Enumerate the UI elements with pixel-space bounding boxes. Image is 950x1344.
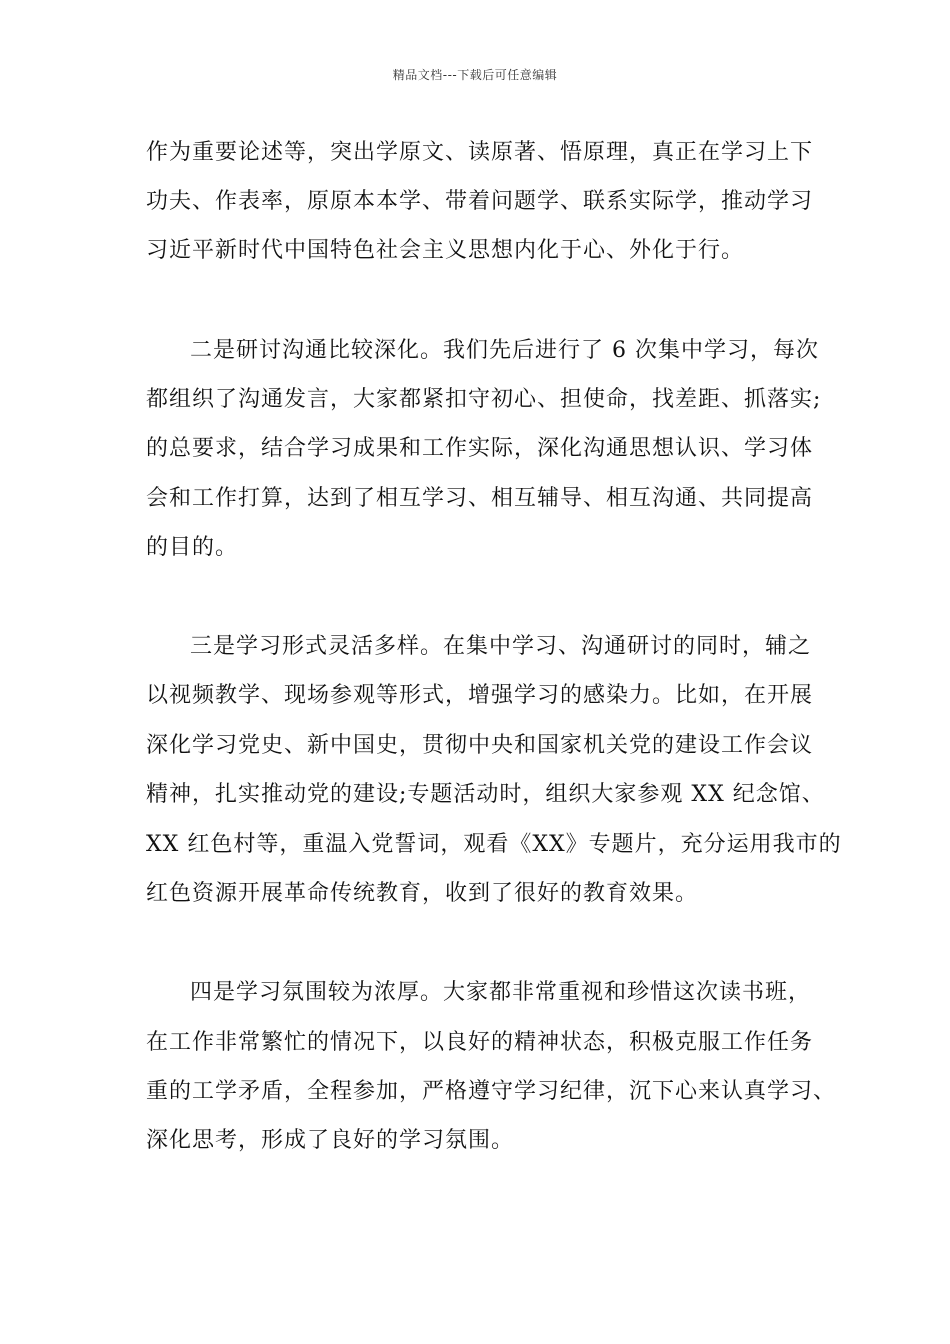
paragraph-4-line-1: 四是学习氛围较为浓厚。大家都非常重视和珍惜这次读书班， [190, 980, 812, 1005]
paragraph-2-line-2: 都组织了沟通发言，大家都紧扣守初心、担使命，找差距、抓落实; [146, 387, 822, 412]
paragraph-1-line-3: 习近平新时代中国特色社会主义思想内化于心、外化于行。 [146, 238, 745, 263]
paragraph-1-line-2: 功夫、作表率，原原本本学、带着问题学、联系实际学，推动学习 [146, 189, 814, 214]
paragraph-2-line-1: 二是研讨沟通比较深化。我们先后进行了 6 次集中学习，每次 [190, 338, 819, 363]
paragraph-3-line-4: 精神，扎实推动党的建设;专题活动时，组织大家参观 XX 纪念馆、 [146, 782, 825, 807]
paragraph-3-line-2: 以视频教学、现场参观等形式，增强学习的感染力。比如，在开展 [146, 683, 814, 708]
paragraph-4-line-4: 深化思考，形成了良好的学习氛围。 [146, 1128, 515, 1153]
paragraph-3-line-3: 深化学习党史、新中国史，贯彻中央和国家机关党的建设工作会议 [146, 733, 814, 758]
paragraph-1-line-1: 作为重要论述等，突出学原文、读原著、悟原理，真正在学习上下 [146, 140, 814, 165]
paragraph-4-line-2: 在工作非常繁忙的情况下，以良好的精神状态，积极克服工作任务 [146, 1030, 814, 1055]
paragraph-3-line-6: 红色资源开展革命传统教育，收到了很好的教育效果。 [146, 881, 699, 906]
paragraph-2-line-3: 的总要求，结合学习成果和工作实际，深化沟通思想认识、学习体 [146, 436, 814, 461]
page-header: 精品文档---下载后可任意编辑 [392, 68, 558, 82]
paragraph-3-line-1: 三是学习形式灵活多样。在集中学习、沟通研讨的同时，辅之 [190, 634, 812, 659]
paragraph-2-line-5: 的目的。 [146, 535, 239, 560]
paragraph-2-line-4: 会和工作打算，达到了相互学习、相互辅导、相互沟通、共同提高 [146, 486, 814, 511]
paragraph-4-line-3: 重的工学矛盾，全程参加，严格遵守学习纪律，沉下心来认真学习、 [146, 1079, 837, 1104]
paragraph-3-line-5: XX 红色村等，重温入党誓词，观看《XX》专题片，充分运用我市的 [146, 832, 842, 857]
